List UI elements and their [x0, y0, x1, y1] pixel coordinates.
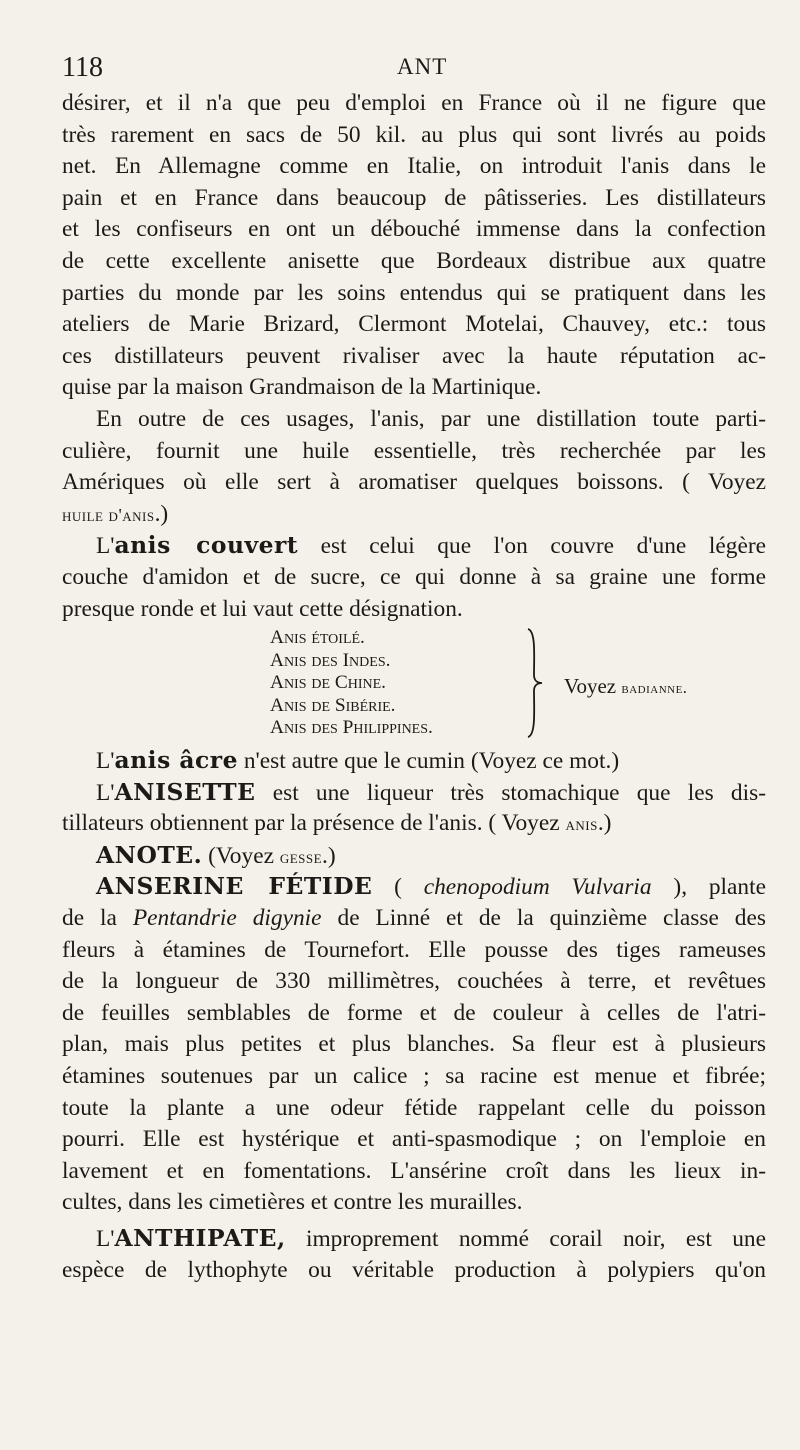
text-line: de la longueur de 330 millimètres, couchées à terre, et revêtues	[62, 968, 766, 995]
text-line: toute la plante a une odeur fétide rappelant celle du poisson	[62, 1094, 766, 1121]
cross-reference: huile d'anis	[62, 504, 155, 525]
list-item: Anis de Sibérie.	[270, 694, 396, 716]
page-header	[62, 52, 762, 86]
text-line: fleurs à étamines de Tournefort. Elle pousse des tiges rameuses	[62, 936, 766, 963]
cross-reference-list	[62, 627, 766, 739]
target-word: badianne.	[621, 678, 688, 698]
entry-anis-couvert	[62, 530, 766, 625]
entry-text: ), plante	[651, 874, 766, 901]
article: L'	[96, 533, 115, 560]
ref-close: .)	[322, 842, 336, 869]
text-line: net. En Allemagne comme en Italie, on introduit l'anis dans le	[62, 153, 766, 180]
text-line: cultes, dans les cimetières et contre les murailles.	[62, 1189, 523, 1216]
text-line: pourri. Elle est hystérique et anti-spasmodique ; on l'emploie en	[62, 1126, 766, 1153]
headword: anis âcre	[114, 746, 238, 775]
text-line: plan, mais plus petites et plus blanches. Sa fleur est à plusieurs	[62, 1031, 766, 1058]
text-line: ces distillateurs peuvent rivaliser avec la haute réputation ac-	[62, 342, 766, 369]
text-line: quise par la maison Grandmaison de la Martinique.	[62, 374, 542, 401]
article: L'	[96, 1226, 115, 1252]
entry-text: de Linné et de la quinzième classe des	[321, 905, 766, 932]
text-line: étamines soutenues par un calice ; sa racine est menue et fibrée;	[62, 1063, 766, 1090]
entry-text: tillateurs obtiennent par la présence de l'anis. ( Voyez	[62, 810, 566, 837]
latin-name: chenopodium Vulvaria	[423, 874, 652, 901]
cross-reference: anis	[565, 814, 598, 835]
cross-reference-target	[564, 671, 687, 704]
entry-anote	[62, 840, 766, 872]
headword: ANOTE.	[96, 840, 203, 869]
entry-text: est celui que l'on couvre d'une légère	[298, 533, 767, 560]
curly-brace-icon	[524, 627, 544, 739]
entry-anthipate	[62, 1223, 766, 1286]
text-line	[62, 903, 766, 935]
text-line	[62, 871, 766, 903]
text-line: désirer, et il n'a que peu d'emploi en France où il ne figure que	[62, 90, 766, 116]
ref-close: .)	[154, 500, 169, 527]
headword: ANISETTE	[114, 777, 256, 806]
text-line: pain et en France dans beaucoup de pâtisseries. Les distillateurs	[62, 184, 766, 211]
page-body	[62, 88, 766, 1286]
entry-text: de la	[62, 905, 133, 932]
text-line: parties du monde par les soins entendus qui se pratiquent dans les	[62, 279, 766, 306]
cross-reference: gesse	[279, 846, 323, 867]
text-line	[62, 530, 766, 562]
text-line: de cette excellente anisette que Bordeaux distribue aux quatre	[62, 247, 766, 274]
text-line: Amériques où elle sert à aromatiser quelques boissons. ( Voyez	[62, 469, 766, 496]
text-line: En outre de ces usages, l'anis, par une distillation toute parti-	[96, 405, 766, 432]
ref-close: .)	[597, 810, 612, 837]
list-item: Anis des Philippines.	[270, 717, 433, 739]
paragraph-anis-uses	[62, 88, 766, 404]
list-item: Anis étoilé.	[270, 627, 365, 649]
voyez-label: Voyez	[564, 674, 622, 699]
text-line: couche d'amidon et de sucre, ce qui donne à sa graine une forme	[62, 563, 766, 590]
list-item: Anis de Chine.	[270, 672, 386, 694]
entry-anis-acre	[62, 745, 766, 777]
headword: anis couvert	[114, 531, 299, 560]
page-number: 118	[62, 52, 103, 83]
text-line	[62, 499, 766, 531]
entry-text: (	[372, 874, 424, 901]
entry-text: improprement nommé corail noir, est une	[285, 1226, 766, 1252]
text-line: culière, fournit une huile essentielle, très recherchée par les	[62, 437, 766, 464]
text-line	[62, 1223, 766, 1255]
headword: ANSERINE FÉTIDE	[96, 872, 373, 901]
entry-text: est une liqueur très stomachique que les dis-	[255, 779, 766, 806]
text-line: lavement et en fomentations. L'ansérine croît dans les lieux in-	[62, 1157, 766, 1184]
text-line: de feuilles semblables de forme et de couleur à celles de l'atri-	[62, 999, 766, 1026]
list-item: Anis des Indes.	[270, 649, 391, 671]
text-line	[62, 840, 766, 872]
entry-anserine-fetide	[62, 871, 766, 1219]
entry-text: (Voyez	[202, 842, 280, 869]
paragraph-huile	[62, 404, 766, 530]
running-head: ANT	[397, 54, 448, 79]
headword: ANTHIPATE,	[114, 1224, 286, 1252]
article: L'	[96, 748, 115, 775]
entry-anisette	[62, 777, 766, 840]
text-line	[62, 808, 766, 840]
taxonomy-class: Pentandrie digynie	[132, 905, 322, 932]
text-line	[62, 777, 766, 809]
text-line	[62, 745, 766, 777]
text-line: espèce de lythophyte ou véritable production à polypiers qu'on	[62, 1256, 766, 1283]
text-line: ateliers de Marie Brizard, Clermont Motelai, Chauvey, etc.: tous	[62, 311, 766, 338]
article: L'	[96, 779, 115, 806]
text-line: très rarement en sacs de 50 kil. au plus qui sont livrés au poids	[62, 121, 766, 148]
entry-text: n'est autre que le cumin (Voyez ce mot.)	[237, 748, 620, 775]
cross-reference-items	[270, 627, 433, 740]
text-line: et les confiseurs en ont un débouché immense dans la confection	[62, 216, 766, 243]
text-line: presque ronde et lui vaut cette désignation.	[62, 595, 463, 622]
